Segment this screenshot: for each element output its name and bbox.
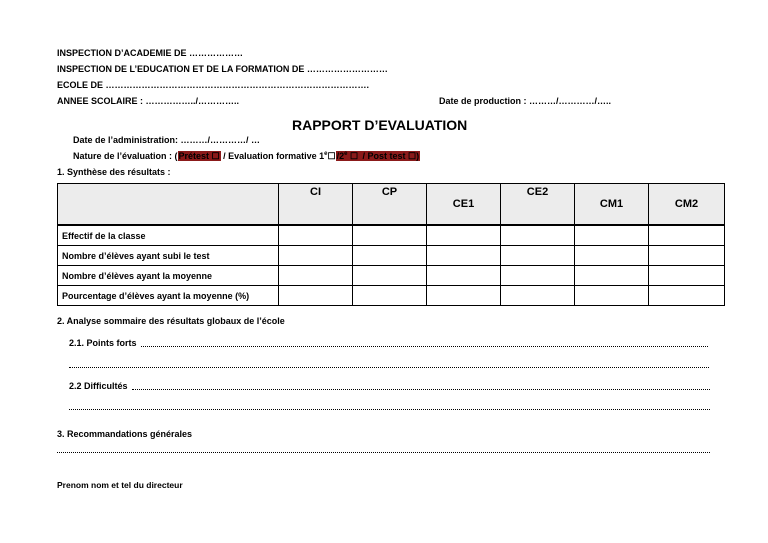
page-title: RAPPORT D’EVALUATION bbox=[292, 117, 468, 133]
difficultes-dotted-line-2[interactable] bbox=[69, 409, 710, 410]
nature-prefix: Nature de l’évaluation : ( bbox=[73, 151, 178, 161]
table-row bbox=[58, 246, 725, 266]
table-cell[interactable] bbox=[279, 225, 353, 246]
table-cell[interactable] bbox=[649, 266, 725, 286]
section-2-title: 2. Analyse sommaire des résultats globaux de l’école bbox=[57, 316, 285, 326]
formative-2-checkbox[interactable]: ☐ bbox=[347, 151, 361, 161]
inspection-education-line: INSPECTION DE L’EDUCATION ET DE LA FORMATION DE ……………………… bbox=[57, 64, 388, 74]
row-label: Pourcentage d’élèves ayant la moyenne (%) bbox=[58, 286, 279, 306]
date-administration-line: Date de l’administration: ………/…………/ … bbox=[73, 135, 261, 145]
table-cell[interactable] bbox=[575, 286, 649, 306]
directeur-signature-label: Prenom nom et tel du directeur bbox=[57, 480, 183, 490]
column-header-cm1: CM1 bbox=[575, 184, 649, 226]
formative-label: / Evaluation formative 1 bbox=[220, 151, 325, 161]
table-cell[interactable] bbox=[353, 246, 427, 266]
section-3-title: 3. Recommandations générales bbox=[57, 429, 193, 439]
row-label: Nombre d’élèves ayant la moyenne bbox=[58, 266, 279, 286]
table-cell[interactable] bbox=[649, 286, 725, 306]
points-forts-label: 2.1. Points forts bbox=[69, 338, 137, 348]
table-cell[interactable] bbox=[353, 225, 427, 246]
formative-2-sup: e bbox=[344, 151, 348, 157]
table-cell[interactable] bbox=[427, 266, 501, 286]
table-cell[interactable] bbox=[575, 225, 649, 246]
formative-2-label[interactable] bbox=[336, 151, 362, 161]
annee-scolaire-line: ANNEE SCOLAIRE : ……………../………….. bbox=[57, 96, 240, 106]
row-label: Effectif de la classe bbox=[58, 225, 279, 246]
difficultes-label: 2.2 Difficultés bbox=[69, 381, 128, 391]
column-header-ci: CI bbox=[279, 184, 353, 226]
table-row bbox=[58, 286, 725, 306]
column-header-cp: CP bbox=[353, 184, 427, 226]
inspection-academie-line: INSPECTION D’ACADEMIE DE ……………… bbox=[57, 48, 244, 58]
column-header-ce1: CE1 bbox=[427, 184, 501, 226]
table-cell[interactable] bbox=[353, 286, 427, 306]
table-cell[interactable] bbox=[575, 246, 649, 266]
formative-sup: e bbox=[324, 151, 328, 157]
table-cell[interactable] bbox=[501, 225, 575, 246]
table-cell[interactable] bbox=[353, 266, 427, 286]
pretest-checkbox[interactable]: Prétest ☐ bbox=[178, 151, 220, 161]
table-cell[interactable] bbox=[427, 286, 501, 306]
formative-2-number: /2 bbox=[336, 151, 345, 161]
table-cell[interactable] bbox=[501, 266, 575, 286]
results-table bbox=[57, 183, 725, 306]
points-forts-dotted-line-1[interactable] bbox=[141, 346, 708, 347]
nature-evaluation-line bbox=[73, 151, 420, 162]
table-header-blank bbox=[58, 184, 279, 226]
ecole-line: ECOLE DE ……………………………………………………………………………. bbox=[57, 80, 370, 90]
table-cell[interactable] bbox=[279, 286, 353, 306]
recommandations-dotted-line[interactable] bbox=[57, 452, 710, 453]
column-header-ce2: CE2 bbox=[501, 184, 575, 226]
table-cell[interactable] bbox=[501, 286, 575, 306]
row-label: Nombre d’élèves ayant subi le test bbox=[58, 246, 279, 266]
table-cell[interactable] bbox=[427, 225, 501, 246]
table-cell[interactable] bbox=[649, 246, 725, 266]
table-cell[interactable] bbox=[279, 246, 353, 266]
table-cell[interactable] bbox=[649, 225, 725, 246]
table-header-row bbox=[58, 184, 725, 226]
table-cell[interactable] bbox=[575, 266, 649, 286]
post-test-checkbox[interactable]: / Post test ☐) bbox=[362, 151, 420, 161]
table-cell[interactable] bbox=[501, 246, 575, 266]
date-production-line: Date de production : ………/…………/….. bbox=[439, 96, 612, 106]
difficultes-dotted-line-1[interactable] bbox=[132, 389, 710, 390]
column-header-cm2: CM2 bbox=[649, 184, 725, 226]
points-forts-dotted-line-2[interactable] bbox=[69, 367, 709, 368]
section-1-title: 1. Synthèse des résultats : bbox=[57, 167, 171, 177]
formative-1-checkbox[interactable]: ☐ bbox=[327, 151, 336, 161]
table-cell[interactable] bbox=[279, 266, 353, 286]
table-cell[interactable] bbox=[427, 246, 501, 266]
table-row bbox=[58, 225, 725, 246]
table-row bbox=[58, 266, 725, 286]
